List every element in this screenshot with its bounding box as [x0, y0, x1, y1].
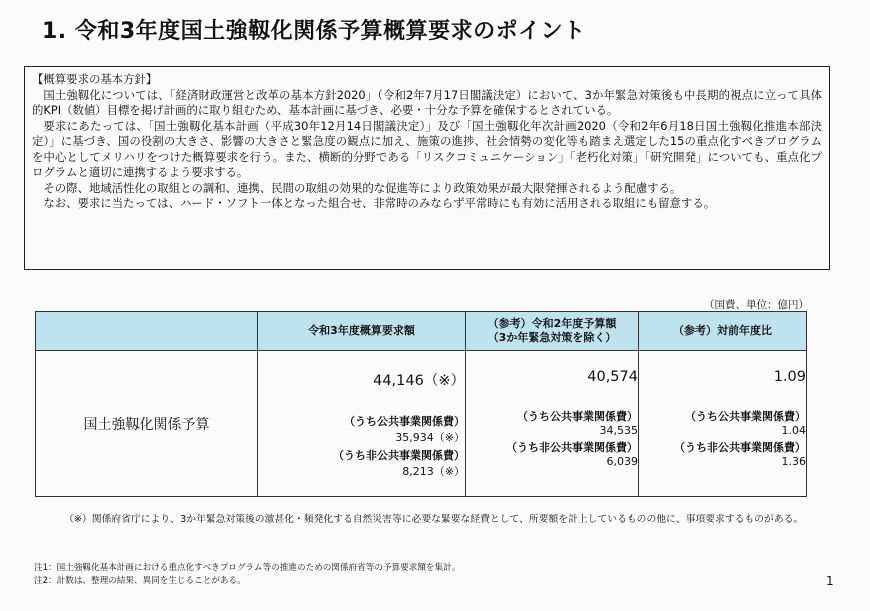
table-header-row — [36, 312, 807, 351]
policy-heading: 【概算要求の基本方針】 — [32, 72, 158, 86]
table-footnote: （※）関係府省庁により、3か年緊急対策後の激甚化・頻発化する自然災害等に必要な緊要な経費として、所要額を計上しているものの他に、事項要求するものがある。 — [64, 514, 804, 525]
header-fy2020-line1: （参考）令和2年度予算額 — [487, 317, 617, 330]
yoy-nonpublic-label: （うち非公共事業関係費） — [674, 441, 806, 454]
fy2021-total: 44,146（※） — [373, 373, 465, 389]
note-1: 注1：国土強靱化基本計画における重点化すべきプログラム等の推進のための関係府省等の予算要求額を集計。 — [34, 563, 461, 573]
cell-fy2020-budget — [466, 351, 639, 497]
fy2021-public-value: 35,934（※） — [395, 431, 465, 444]
header-fy2020-budget — [466, 312, 639, 351]
header-fy2020-line2: （3か年緊急対策を除く） — [487, 331, 617, 344]
cell-fy2021-request — [258, 351, 466, 497]
cell-yoy-ratio — [639, 351, 807, 497]
note-2: 注2：計数は、整理の結果、異同を生じることがある。 — [34, 576, 246, 586]
basic-policy-box — [24, 66, 830, 270]
fy2020-nonpublic-value: 6,039 — [606, 455, 638, 468]
notes — [34, 562, 460, 588]
header-corner-cell — [36, 312, 258, 351]
fy2021-public-label: （うち公共事業関係費） — [344, 415, 465, 428]
fy2020-public-label: （うち公共事業関係費） — [517, 410, 638, 423]
fy2021-nonpublic-label: （うち非公共事業関係費） — [333, 449, 465, 462]
page-title: 1. 令和3年度国土強靱化関係予算概算要求のポイント — [42, 19, 586, 44]
header-fy2021-request: 令和3年度概算要求額 — [258, 312, 466, 351]
policy-paragraph-4: なお、要求に当たっては、ハード・ソフト一体となった組合せ、非常時のみならず平常時にも有効に活用される取組にも留意する。 — [43, 196, 716, 210]
table-row — [36, 351, 807, 497]
policy-paragraph-1: 国土強靱化については、「経済財政運営と改革の基本方針2020」（令和2年7月17日閣議決定）において、3か年緊急対策後も中長期的視点に立って具体的KPI（数値）目標を掲げ計画的に取り組むため、基本計画に基づき、必要・十分な予算を確保するとされている。 — [32, 87, 822, 117]
fy2020-public-value: 34,535 — [599, 424, 638, 437]
row-label: 国土強靱化関係予算 — [36, 351, 258, 497]
policy-paragraph-2: 要求にあたっては、「国土強靱化基本計画（平成30年12月14日閣議決定）」及び「国土強靱化年次計画2020（令和2年6月18日国土強靱化推進本部決定）」に基づき、国の役割の大きさ、影響の大きさと緊急度の観点に加え、施策の進捗、社会情勢の変化等も踏まえ選定した15の重点化すべきプログラムを中心としてメリハリをつけた概算要求を行う。また、横断的分野である「リスクコミュニケーション」「老朽化対策」「研究開発」についても、重点化プログラムと適切に連携するよう要求する。 — [32, 118, 822, 179]
unit-note: （国費、単位：億円） — [704, 299, 809, 311]
yoy-public-label: （うち公共事業関係費） — [685, 410, 806, 423]
yoy-total: 1.09 — [773, 369, 806, 385]
yoy-public-value: 1.04 — [781, 424, 806, 437]
policy-paragraph-3: その際、地域活性化の取組との調和、連携、民間の取組の効果的な促進等により政策効果が最大限発揮されるよう配慮する。 — [43, 180, 682, 195]
fy2020-nonpublic-label: （うち非公共事業関係費） — [506, 441, 638, 454]
fy2020-total: 40,574 — [587, 369, 638, 385]
page-number: 1 — [826, 574, 834, 588]
fy2021-nonpublic-value: 8,213（※） — [402, 465, 465, 478]
budget-table — [35, 311, 807, 497]
header-yoy-ratio: （参考）対前年度比 — [639, 312, 807, 351]
yoy-nonpublic-value: 1.36 — [781, 455, 806, 468]
